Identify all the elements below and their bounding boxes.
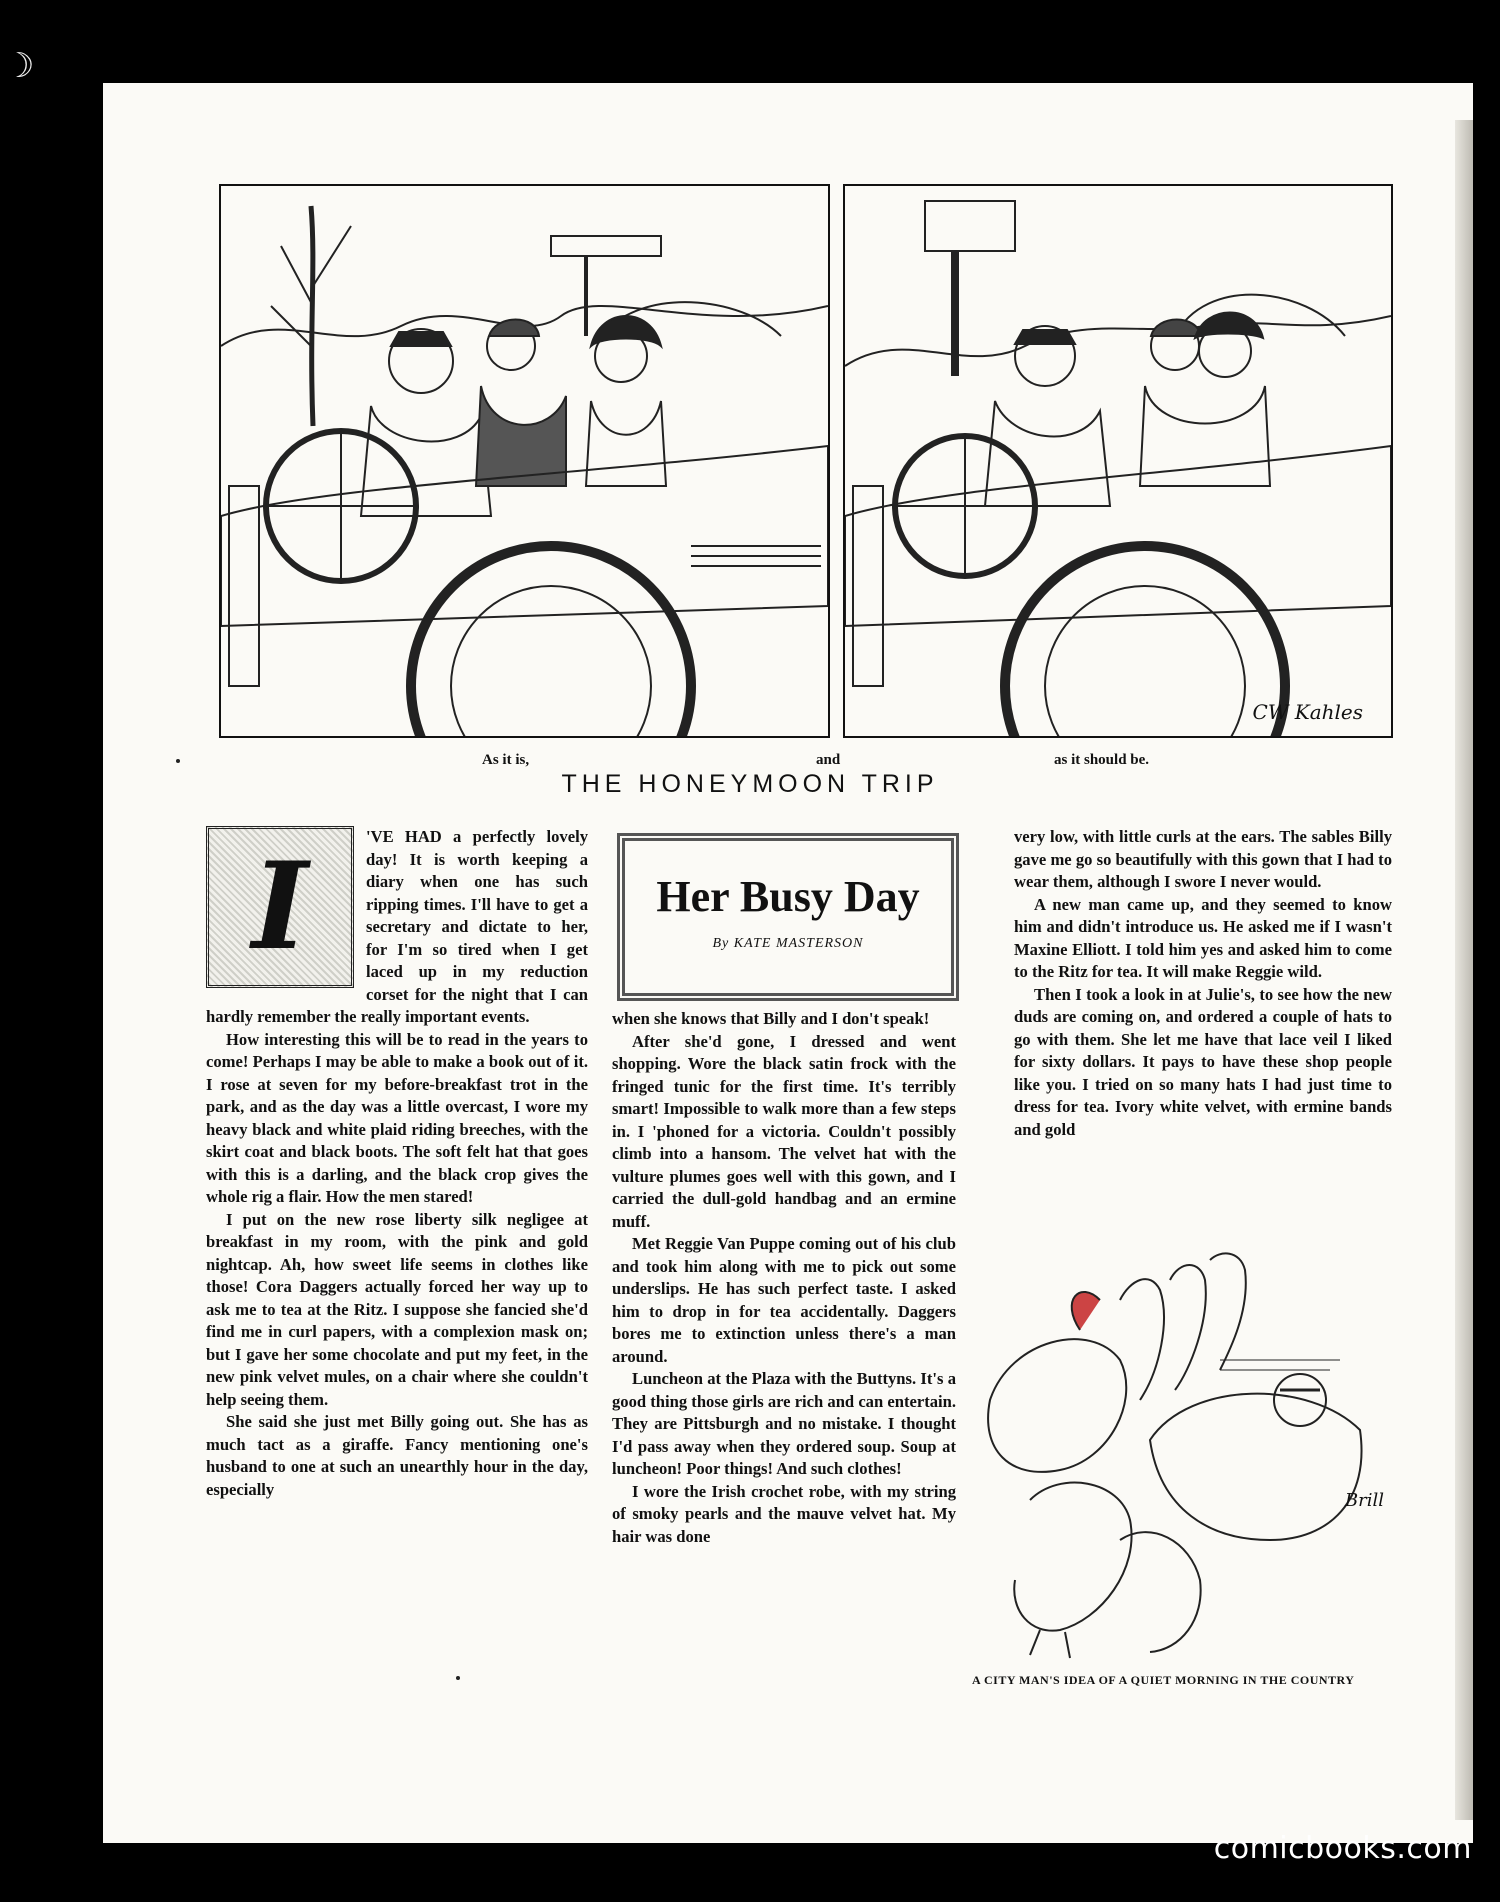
paragraph: 'VE HAD a perfectly lovely day! It is worth keeping a diary when one has such ripping times. I'll have to get a secretary and dictate to her, for I'm so tired when I get laced up in my reduction corset for the night that I can hardly remember the really important events. <box>206 827 588 1026</box>
article-column-2 <box>612 1008 956 1548</box>
site-watermark: comicbooks.com <box>1213 1831 1472 1866</box>
headline-box <box>617 833 959 1001</box>
small-cartoon-signature: Brill <box>1344 1490 1384 1511</box>
paragraph: Met Reggie Van Puppe coming out of his club and took him along with me to pick out some underslips. He has such perfect taste. I asked him to drop in for tea accidentally. Daggers bores me to extinction unless there's a man around. <box>612 1234 956 1366</box>
caption-as-it-is: As it is, <box>482 752 530 768</box>
paragraph: when she knows that Billy and I don't speak! <box>612 1009 930 1028</box>
paragraph: Luncheon at the Plaza with the Buttyns. It's a good thing those girls are rich and can entertain. They are Pittsburgh and no mistake. I thought I'd pass away when they ordered soup. Soup at luncheon! Poor things! And such clothes! <box>612 1369 957 1478</box>
article-byline: By KATE MASTERSON <box>712 936 864 951</box>
paragraph: I put on the new rose liberty silk negligee at breakfast in my room, with the pink and gold nightcap. Ah, how sweet life seems in clothes like those! Cora Daggers actually forced her way up to ask me to tea at the Ritz. I suppose she fancied she'd find me in curl papers, with a complexion mask on; but I gave her some chocolate and put my feet, in the new pink velvet mules, on a chair where she couldn't help seeing them. <box>206 1209 588 1409</box>
paragraph: How interesting this will be to read in the years to come! Perhaps I may be able to make a book out of it. I rose at seven for my before-breakfast trot in the park, and as the day was a little overcast, I wore my heavy black and white plaid riding breeches, with the skirt coat and black boots. The soft felt hat that goes with this is a darling, and the black crop gives the whole rig a flair. How the men stared! <box>206 1029 588 1206</box>
article-column-3 <box>1014 826 1392 1141</box>
paragraph: She said she just met Billy going out. She has as much tact as a giraffe. Fancy mentioning one's husband to one at such an unearthly hour in the day, especially <box>206 1412 588 1499</box>
drop-cap <box>206 826 354 988</box>
article-column-1 <box>206 826 588 1501</box>
article-headline: Her Busy Day <box>656 872 920 921</box>
caption-and: and <box>816 752 841 768</box>
printer-dot <box>456 1676 460 1680</box>
page-edge <box>1455 120 1473 1820</box>
car-scene-left-drawing <box>221 186 828 736</box>
rooster-cartoon-drawing <box>970 1240 1390 1660</box>
paragraph: very low, with little curls at the ears. The sables Billy gave me go so beautifully with this gown that I had to wear them, although I swore I never would. <box>1014 827 1392 891</box>
paragraph: Then I took a look in at Julie's, to see how the new duds are coming on, and ordered a couple of hats to go with them. She let me have that lace veil I liked for sixty dollars. It pays to have these shop people like you. I tried on so many hats I had just time to dress for tea. Ivory white velvet, with ermine bands and gold <box>1014 984 1392 1139</box>
printer-dot <box>176 759 180 763</box>
paragraph: I wore the Irish crochet robe, with my string of smoky pearls and the mauve velvet hat. My hair was done <box>612 1481 956 1546</box>
paragraph: After she'd gone, I dressed and went shopping. Wore the black satin frock with the fringed tunic for the first time. It's terribly smart! Impossible to walk more than a few steps in. I 'phoned for a victoria. Couldn't possibly climb into a hansom. The velvet hat with the vulture plumes goes well with this gown, and I carried the dull-gold handbag and an ermine muff. <box>612 1031 956 1231</box>
small-cartoon-caption: A CITY MAN'S IDEA OF A QUIET MORNING IN THE COUNTRY <box>972 1673 1355 1687</box>
illustration-as-it-should-be <box>843 184 1393 738</box>
caption-as-it-should-be: as it should be. <box>1054 752 1150 768</box>
illustration-as-it-is <box>219 184 830 738</box>
artist-signature: CW Kahles <box>1252 700 1363 724</box>
drop-cap-letter: I <box>251 836 309 977</box>
paragraph: A new man came up, and they seemed to know him and didn't introduce us. He asked me if I wasn't Maxine Elliott. I told him yes and asked him to come to the Ritz for tea. It will make Reggie wild. <box>1014 894 1392 981</box>
car-scene-right-drawing <box>845 186 1391 736</box>
cartoon-title: THE HONEYMOON TRIP <box>561 770 939 798</box>
illustration-roosters <box>970 1240 1390 1660</box>
corner-mark-icon: ☽ <box>4 46 35 86</box>
